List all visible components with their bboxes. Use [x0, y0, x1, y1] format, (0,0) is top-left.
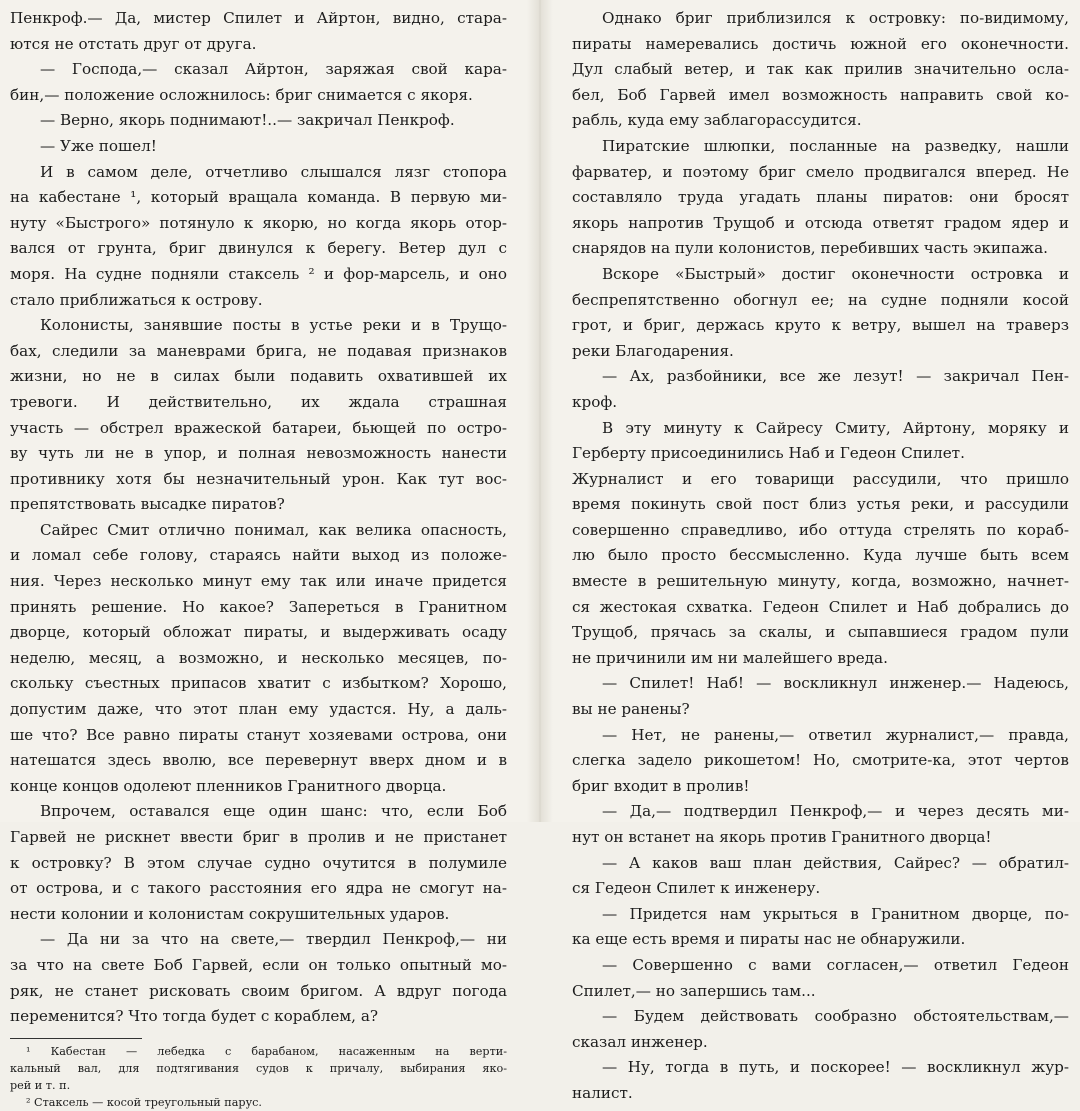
text-line: сказал инженер.: [572, 1032, 708, 1051]
text-line: вы не ранены?: [572, 700, 690, 719]
text-line: Спилет,— но запершись там...: [572, 981, 816, 1000]
text-line: за что на свете Боб Гарвей, если он только опытный мо-: [10, 955, 507, 974]
text-line: ся жестокая схватка. Гедеон Спилет и Наб добрались до: [572, 597, 1069, 616]
text-line: стало приближаться к острову.: [10, 290, 263, 309]
text-line: — Уже пошел!: [40, 136, 157, 155]
text-line: Герберту присоединились Наб и Гедеон Спилет.: [572, 444, 965, 463]
text-line: допустим даже, что этот план ему удастся. Ну, а даль-: [10, 700, 507, 719]
text-line: и ломал себе голову, стараясь найти выход из положе-: [10, 546, 507, 565]
text-line: вместе в решительную минуту, когда, возможно, начнет-: [572, 572, 1069, 591]
text-line: вался от грунта, бриг двинулся к берегу. Ветер дул с: [10, 239, 507, 258]
text-line: неделю, месяц, а возможно, и несколько месяцев, по-: [10, 648, 507, 667]
footnotes: [10, 1043, 507, 1111]
text-line: к островку? В этом случае судно очутится в полумиле: [10, 853, 507, 872]
text-line: Вскоре «Быстрый» достиг оконечности островка и: [602, 264, 1069, 283]
text-line: препятствовать высадке пиратов?: [10, 495, 285, 514]
text-line: принять решение. Но какое? Запереться в Гранитном: [10, 597, 507, 616]
text-line: Журналист и его товарищи рассудили, что пришло: [572, 469, 1069, 488]
footnote-rule: [10, 1038, 142, 1039]
text-line: на кабестане ¹, который вращала команда. В первую ми-: [10, 188, 507, 207]
left-page: [10, 6, 507, 1109]
text-line: лю было просто бессмысленно. Куда лучше быть всем: [572, 546, 1069, 565]
text-line: — Ах, разбойники, все же лезут! — закричал Пен-: [602, 367, 1069, 386]
right-page-text: [572, 6, 1069, 1107]
text-line: не причинили им ни малейшего вреда.: [572, 648, 888, 667]
text-line: Гарвей не рискнет ввести бриг в пролив и не пристанет: [10, 828, 507, 846]
text-line: ния. Через несколько минут ему так или иначе придется: [10, 572, 507, 591]
text-line: — Да ни за что на свете,— твердил Пенкроф,— ни: [40, 930, 507, 949]
text-line: Однако бриг приблизился к островку: по-видимому,: [602, 9, 1069, 27]
text-line: нут он встанет на якорь против Гранитного дворца!: [572, 828, 992, 846]
text-line: ся Гедеон Спилет к инженеру.: [572, 879, 821, 898]
footnote-line: ¹ Кабестан — лебедка с барабаном, насаженным на верти-: [26, 1044, 507, 1058]
text-line: бел, Боб Гарвей имел возможность направить свой ко-: [572, 85, 1069, 104]
text-line: совершенно справедливо, ибо оттуда стрелять по кораб-: [572, 520, 1069, 539]
text-line: — Будем действовать сообразно обстоятельствам,—: [602, 1007, 1069, 1026]
text-line: кроф.: [572, 392, 618, 411]
text-line: натешатся здесь вволю, все перевернут вверх дном и в: [10, 751, 507, 770]
text-line: бриг входит в пролив!: [572, 776, 750, 795]
text-line: ву чуть ли не в упор, и полная невозможность нанести: [10, 444, 507, 463]
text-line: — А каков ваш план действия, Сайрес? — обратил-: [602, 853, 1069, 872]
text-line: составляло труда угадать планы пиратов: они бросят: [572, 188, 1069, 207]
text-line: нуту «Быстрого» потянуло к якорю, но когда якорь отор-: [10, 213, 507, 232]
text-line: фарватер, и поэтому бриг смело продвигался вперед. Не: [572, 162, 1069, 181]
text-line: ряк, не станет рисковать своим бригом. А вдруг погода: [10, 981, 507, 1000]
text-line: ка еще есть время и пираты нас не обнаружили.: [572, 930, 966, 949]
text-line: реки Благодарения.: [572, 341, 734, 360]
text-line: — Спилет! Наб! — воскликнул инженер.— Надеюсь,: [602, 674, 1069, 693]
text-line: грот, и бриг, держась круто к ветру, вышел на траверз: [572, 316, 1069, 335]
text-line: скольку съестных припасов хватит с избытком? Хорошо,: [10, 674, 507, 693]
text-line: Колонисты, занявшие посты в устье реки и в Трущо-: [40, 316, 507, 335]
text-line: пираты намеревались достичь южной его оконечности.: [572, 34, 1069, 53]
text-line: — Да,— подтвердил Пенкроф,— и через десять ми-: [602, 802, 1069, 821]
footnote-line: кальный вал, для подтягивания судов к причалу, выбирания яко-: [10, 1061, 507, 1075]
text-line: тревоги. И действительно, их ждала страшная: [10, 392, 507, 411]
text-line: Впрочем, оставался еще один шанс: что, если Боб: [40, 802, 507, 821]
text-line: участь — обстрел вражеской батареи, бьющей по остро-: [10, 418, 507, 437]
text-line: моря. На судне подняли стаксель ² и фор-марсель, и оно: [10, 264, 507, 283]
text-line: беспрепятственно обогнул ее; на судне подняли косой: [572, 290, 1069, 309]
text-line: Дул слабый ветер, и так как прилив значительно осла-: [572, 60, 1069, 79]
text-line: ются не отстать друг от друга.: [10, 34, 257, 53]
text-line: жизни, но не в силах были подавить охватившей их: [10, 367, 507, 386]
text-line: В эту минуту к Сайресу Смиту, Айртону, моряку и: [602, 418, 1069, 437]
text-line: — Господа,— сказал Айртон, заряжая свой кара-: [40, 60, 507, 79]
text-line: бах, следили за маневрами брига, не подавая признаков: [10, 341, 507, 360]
text-line: Пиратские шлюпки, посланные на разведку, нашли: [602, 136, 1069, 155]
footnote-line: ² Стаксель — косой треугольный парус.: [26, 1095, 262, 1109]
text-line: — Придется нам укрыться в Гранитном дворце, по-: [602, 904, 1069, 923]
text-line: рабль, куда ему заблагорассудится.: [572, 111, 862, 130]
book-gutter: [527, 0, 553, 822]
text-line: противнику хотя бы незначительный урон. Как тут вос-: [10, 469, 507, 488]
text-line: — Совершенно с вами согласен,— ответил Гедеон: [602, 955, 1069, 974]
text-line: — Нет, не ранены,— ответил журналист,— правда,: [602, 725, 1069, 744]
footnote-line: рей и т. п.: [10, 1078, 71, 1092]
text-line: слегка задело рикошетом! Но, смотрите-ка, этот чертов: [572, 751, 1069, 770]
text-line: дворце, который обложат пираты, и выдерживать осаду: [10, 623, 507, 642]
text-line: Сайрес Смит отлично понимал, как велика опасность,: [40, 520, 507, 539]
text-line: бин,— положение осложнилось: бриг снимается с якоря.: [10, 85, 473, 104]
text-line: налист.: [572, 1083, 633, 1102]
text-line: Трущоб, прячась за скалы, и сыпавшиеся градом пули: [572, 623, 1069, 642]
text-line: — Ну, тогда в путь, и поскорее! — воскликнул жур-: [602, 1058, 1069, 1077]
text-line: якорь напротив Трущоб и отсюда ответят градом ядер и: [572, 213, 1069, 232]
text-line: Пенкроф.— Да, мистер Спилет и Айртон, видно, стара-: [10, 9, 507, 27]
text-line: снарядов на пули колонистов, перебивших часть экипажа.: [572, 239, 1048, 258]
text-line: время покинуть свой пост близ устья реки, и рассудили: [572, 495, 1069, 514]
text-line: — Верно, якорь поднимают!..— закричал Пенкроф.: [40, 111, 455, 130]
text-line: конце концов одолеют пленников Гранитного дворца.: [10, 776, 447, 795]
right-page: [572, 6, 1069, 1102]
left-page-text: [10, 6, 507, 1030]
text-line: ше что? Все равно пираты станут хозяевами острова, они: [10, 725, 507, 744]
text-line: переменится? Что тогда будет с кораблем, а?: [10, 1007, 379, 1026]
text-line: И в самом деле, отчетливо слышался лязг стопора: [40, 162, 507, 181]
text-line: от острова, и с такого расстояния его ядра не смогут на-: [10, 879, 507, 898]
text-line: нести колонии и колонистам сокрушительных ударов.: [10, 904, 450, 923]
